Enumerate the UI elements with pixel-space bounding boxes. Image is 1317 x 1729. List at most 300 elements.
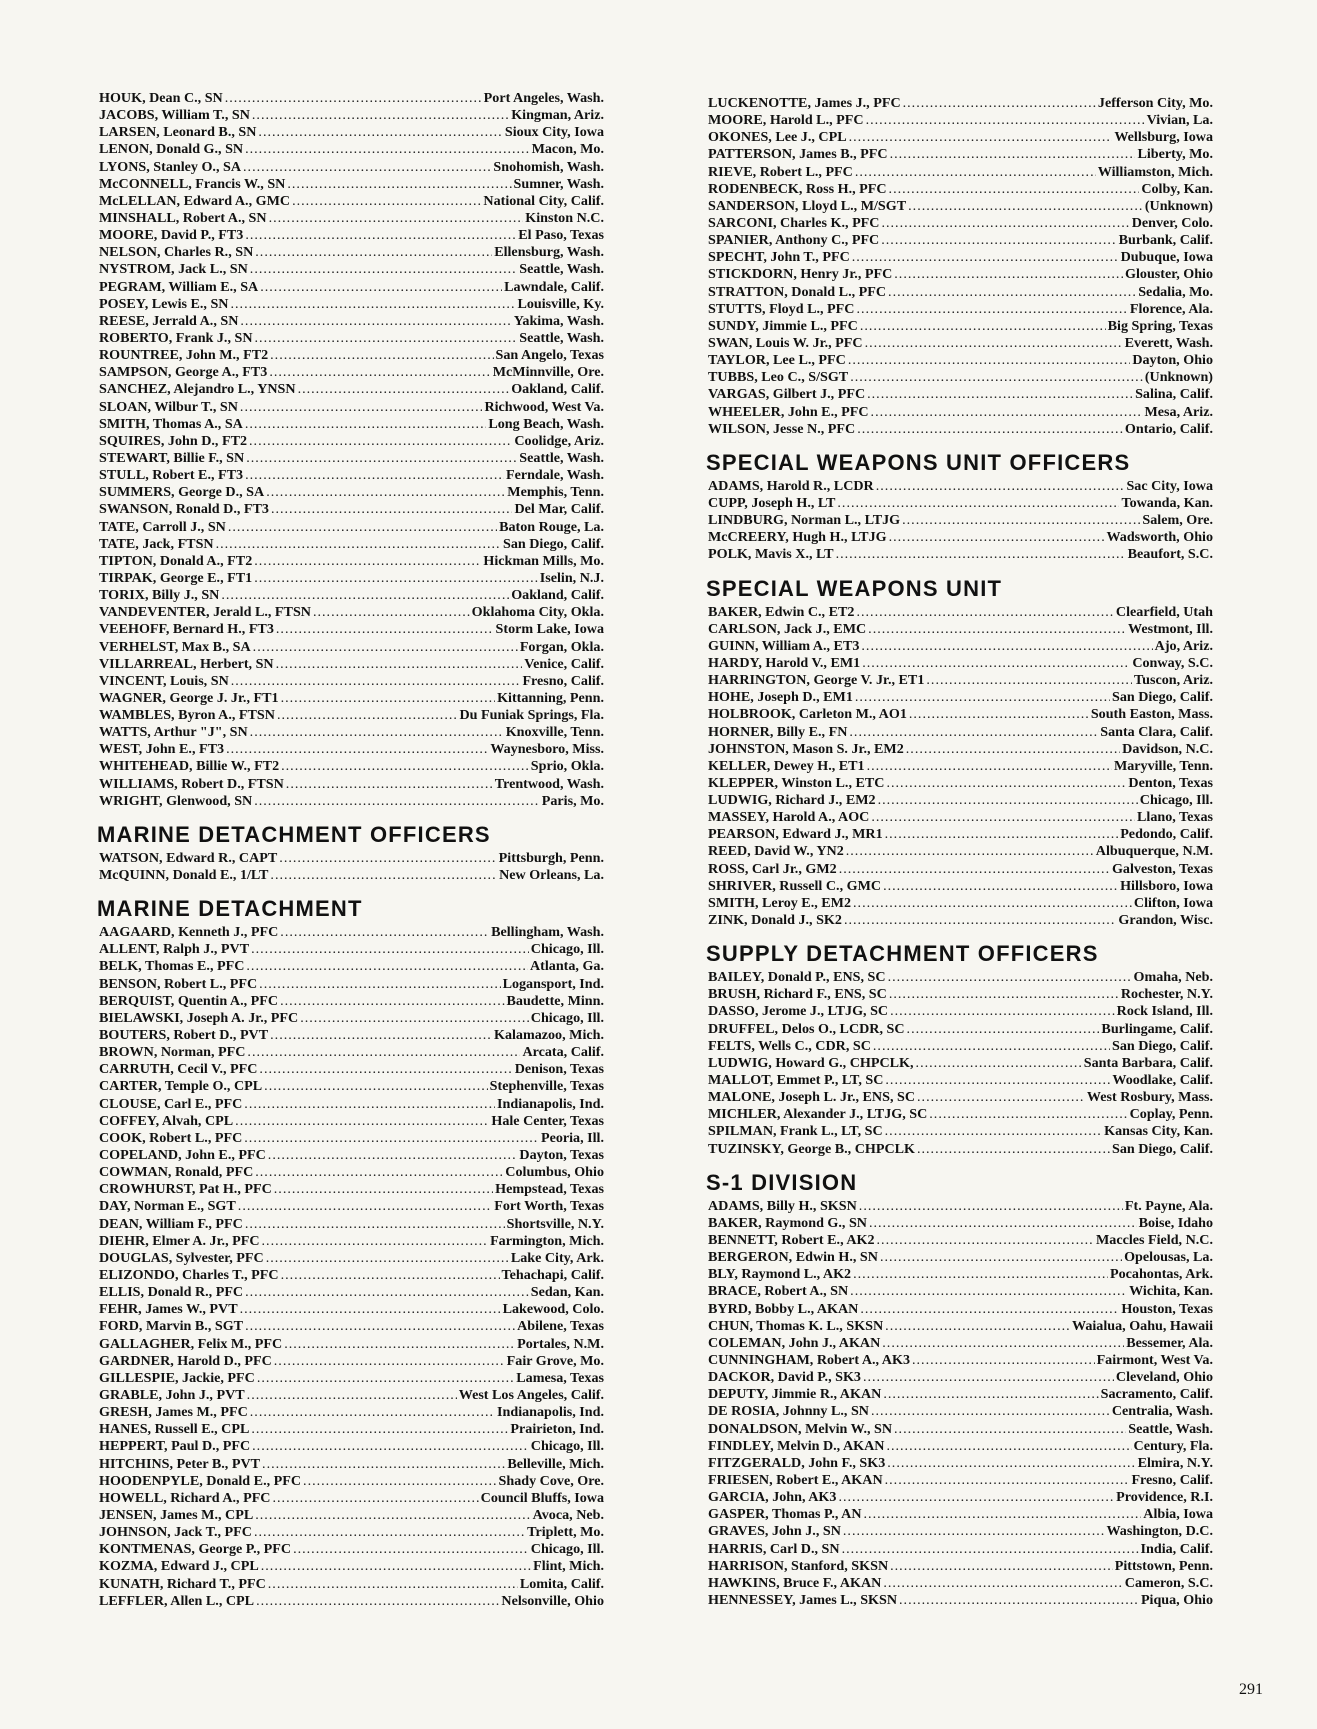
entry-name: TUBBS, Leo C., S/SGT bbox=[708, 369, 849, 386]
entry-hometown: Salina, Calif. bbox=[1135, 386, 1213, 403]
entry-name: PEARSON, Edward J., MR1 bbox=[708, 826, 883, 843]
entry-name: ADAMS, Billy H., SKSN bbox=[708, 1197, 857, 1214]
roster-column-right bbox=[708, 95, 1213, 1609]
entry-hometown: Rock Island, Ill. bbox=[1116, 1003, 1213, 1020]
roster-entry bbox=[99, 570, 604, 587]
entry-hometown: Fresno, Calif. bbox=[1131, 1471, 1213, 1488]
entry-name: OKONES, Lee J., CPL bbox=[708, 129, 847, 146]
roster-entry bbox=[708, 335, 1213, 352]
roster-entry bbox=[708, 1318, 1213, 1335]
entry-hometown: Glouster, Ohio bbox=[1125, 266, 1213, 283]
entry-name: MOORE, David P., FT3 bbox=[99, 227, 244, 244]
dot-leader bbox=[245, 1284, 529, 1301]
entry-hometown: Seattle, Wash. bbox=[519, 261, 604, 278]
dot-leader bbox=[235, 1113, 489, 1130]
entry-hometown: Dayton, Texas bbox=[519, 1147, 604, 1164]
entry-hometown: Ft. Payne, Ala. bbox=[1124, 1197, 1213, 1214]
dot-leader bbox=[252, 107, 509, 124]
entry-name: VEEHOFF, Bernard H., FT3 bbox=[99, 621, 274, 638]
roster-entry bbox=[99, 993, 604, 1010]
dot-leader bbox=[287, 176, 511, 193]
entry-hometown: Waynesboro, Miss. bbox=[490, 741, 604, 758]
dot-leader bbox=[890, 146, 1136, 163]
entry-hometown: Piqua, Ohio bbox=[1140, 1591, 1213, 1608]
dot-leader bbox=[888, 284, 1136, 301]
roster-entry bbox=[99, 467, 604, 484]
entry-hometown: Trentwood, Wash. bbox=[494, 775, 604, 792]
roster-section bbox=[708, 576, 1213, 930]
roster-entry bbox=[708, 638, 1213, 655]
dot-leader bbox=[883, 1386, 1098, 1403]
roster-entry bbox=[708, 792, 1213, 809]
entry-name: DIEHR, Elmer A. Jr., PFC bbox=[99, 1232, 260, 1249]
entry-name: TIPTON, Donald A., FT2 bbox=[99, 552, 253, 569]
dot-leader bbox=[882, 1335, 1124, 1352]
entry-name: TATE, Carroll J., SN bbox=[99, 518, 226, 535]
entry-hometown: Del Mar, Calif. bbox=[514, 501, 604, 518]
entry-name: HARRINGTON, George V. Jr., ET1 bbox=[708, 672, 925, 689]
dot-leader bbox=[880, 1249, 1122, 1266]
entry-hometown: Chicago, Ill. bbox=[530, 1541, 604, 1558]
roster-entry bbox=[708, 758, 1213, 775]
dot-leader bbox=[298, 381, 510, 398]
entry-name: LEFFLER, Allen L., CPL bbox=[99, 1592, 255, 1609]
entry-hometown: Macon, Mo. bbox=[531, 141, 604, 158]
roster-entry bbox=[708, 301, 1213, 318]
roster-entry bbox=[99, 210, 604, 227]
dot-leader bbox=[266, 1250, 509, 1267]
roster-entry bbox=[708, 1072, 1213, 1089]
roster-entry bbox=[99, 1010, 604, 1027]
entry-hometown: Pittsburgh, Penn. bbox=[498, 849, 604, 866]
entry-hometown: Seattle, Wash. bbox=[519, 449, 604, 466]
entry-name: BAKER, Raymond G., SN bbox=[708, 1214, 867, 1231]
roster-entry bbox=[99, 553, 604, 570]
dot-leader bbox=[860, 1301, 1119, 1318]
entry-hometown: Arcata, Calif. bbox=[522, 1044, 604, 1061]
roster-entry bbox=[708, 1198, 1213, 1215]
dot-leader bbox=[862, 655, 1130, 672]
entry-hometown: Century, Fla. bbox=[1133, 1437, 1213, 1454]
entry-hometown: Fair Grove, Mo. bbox=[506, 1352, 604, 1369]
entry-name: McCREERY, Hugh H., LTJG bbox=[708, 529, 887, 546]
entry-name: BENSON, Robert L., PFC bbox=[99, 975, 258, 992]
entry-name: BERQUIST, Quentin A., PFC bbox=[99, 992, 279, 1009]
entry-name: SMITH, Leroy E., EM2 bbox=[708, 894, 852, 911]
roster-entry bbox=[708, 284, 1213, 301]
entry-hometown: National City, Calif. bbox=[483, 192, 604, 209]
entry-name: KLEPPER, Winston L., ETC bbox=[708, 774, 885, 791]
entry-hometown: Sprio, Okla. bbox=[530, 758, 604, 775]
entry-name: CROWHURST, Pat H., PFC bbox=[99, 1181, 272, 1198]
entry-name: GALLAGHER, Felix M., PFC bbox=[99, 1335, 283, 1352]
roster-entry bbox=[708, 1472, 1213, 1489]
roster-entry bbox=[708, 129, 1213, 146]
entry-hometown: (Unknown) bbox=[1144, 197, 1213, 214]
entry-hometown: West Rosbury, Mass. bbox=[1086, 1089, 1213, 1106]
dot-leader bbox=[926, 672, 1132, 689]
entry-name: POSEY, Lewis E., SN bbox=[99, 295, 229, 312]
dot-leader bbox=[885, 1472, 1130, 1489]
entry-hometown: Sac City, Iowa bbox=[1126, 477, 1213, 494]
dot-leader bbox=[859, 1198, 1123, 1215]
entry-name: NYSTROM, Jack L., SN bbox=[99, 261, 248, 278]
dot-leader bbox=[252, 1438, 529, 1455]
entry-hometown: (Unknown) bbox=[1144, 369, 1213, 386]
entry-name: SUMMERS, George D., SA bbox=[99, 484, 265, 501]
entry-name: DONALDSON, Melvin W., SN bbox=[708, 1420, 893, 1437]
roster-entry bbox=[99, 724, 604, 741]
entry-hometown: Providence, R.I. bbox=[1116, 1489, 1213, 1506]
entry-name: COPELAND, John E., PFC bbox=[99, 1147, 266, 1164]
roster-entry bbox=[708, 655, 1213, 672]
roster-entry bbox=[708, 1438, 1213, 1455]
dot-leader bbox=[856, 301, 1127, 318]
roster-entry bbox=[708, 546, 1213, 563]
roster-section bbox=[708, 941, 1213, 1158]
dot-leader bbox=[269, 210, 524, 227]
roster-entry bbox=[708, 1506, 1213, 1523]
roster-entry bbox=[708, 809, 1213, 826]
entry-name: HOWELL, Richard A., PFC bbox=[99, 1489, 271, 1506]
entry-hometown: Oklahoma City, Okla. bbox=[471, 604, 604, 621]
dot-leader bbox=[274, 1353, 505, 1370]
entry-name: WILLIAMS, Robert D., FTSN bbox=[99, 775, 284, 792]
roster-entry bbox=[708, 1421, 1213, 1438]
dot-leader bbox=[246, 958, 528, 975]
dot-leader bbox=[855, 689, 1110, 706]
roster-entry bbox=[708, 1249, 1213, 1266]
entry-name: BOUTERS, Robert D., PVT bbox=[99, 1027, 269, 1044]
entry-name: ELLIS, Donald R., PFC bbox=[99, 1284, 244, 1301]
dot-leader bbox=[270, 1027, 492, 1044]
roster-entry bbox=[708, 878, 1213, 895]
entry-hometown: Pedondo, Calif. bbox=[1120, 826, 1213, 843]
entry-name: VARGAS, Gilbert J., PFC bbox=[708, 386, 866, 403]
entry-name: SLOAN, Wilbur T., SN bbox=[99, 398, 238, 415]
dot-leader bbox=[249, 433, 512, 450]
dot-leader bbox=[270, 867, 497, 884]
roster-entry bbox=[708, 1386, 1213, 1403]
entry-hometown: Fort Worth, Texas bbox=[494, 1198, 604, 1215]
entry-name: JOHNSON, Jack T., PFC bbox=[99, 1524, 252, 1541]
dot-leader bbox=[256, 1593, 499, 1610]
roster-entry bbox=[708, 775, 1213, 792]
roster-entry bbox=[708, 672, 1213, 689]
entry-hometown: Lake City, Ark. bbox=[510, 1249, 604, 1266]
entry-name: BROWN, Norman, PFC bbox=[99, 1044, 246, 1061]
dot-leader bbox=[888, 969, 1132, 986]
entry-name: LARSEN, Leonard B., SN bbox=[99, 124, 257, 141]
roster-entry bbox=[708, 706, 1213, 723]
dot-leader bbox=[836, 546, 1126, 563]
roster-entry bbox=[708, 146, 1213, 163]
dot-leader bbox=[276, 621, 494, 638]
roster-entry bbox=[99, 1353, 604, 1370]
roster-entry bbox=[99, 1524, 604, 1541]
roster-entry bbox=[99, 741, 604, 758]
dot-leader bbox=[850, 369, 1143, 386]
roster-entry bbox=[99, 1078, 604, 1095]
roster-entry bbox=[708, 421, 1213, 438]
entry-hometown: Florence, Ala. bbox=[1129, 300, 1213, 317]
roster-entry bbox=[99, 656, 604, 673]
dot-leader bbox=[899, 1592, 1139, 1609]
entry-hometown: Albuquerque, N.M. bbox=[1095, 843, 1213, 860]
entry-hometown: Albia, Iowa bbox=[1143, 1506, 1213, 1523]
entry-hometown: Triplett, Mo. bbox=[527, 1524, 604, 1541]
roster-entry bbox=[708, 318, 1213, 335]
roster-entry bbox=[708, 1089, 1213, 1106]
roster-entry bbox=[708, 512, 1213, 529]
dot-leader bbox=[908, 198, 1143, 215]
roster-entry bbox=[708, 181, 1213, 198]
entry-hometown: Hale Center, Texas bbox=[491, 1112, 604, 1129]
dot-leader bbox=[250, 724, 504, 741]
dot-leader bbox=[864, 1506, 1142, 1523]
dot-leader bbox=[877, 1232, 1094, 1249]
entry-hometown: Centralia, Wash. bbox=[1111, 1403, 1213, 1420]
entry-hometown: Conway, S.C. bbox=[1132, 654, 1213, 671]
entry-hometown: Du Funiak Springs, Fla. bbox=[459, 707, 604, 724]
entry-hometown: Lomita, Calif. bbox=[519, 1575, 604, 1592]
entry-hometown: Chicago, Ill. bbox=[530, 941, 604, 958]
entry-hometown: Beaufort, S.C. bbox=[1127, 546, 1213, 563]
entry-name: CLOUSE, Carl E., PFC bbox=[99, 1095, 243, 1112]
roster-entry bbox=[708, 478, 1213, 495]
entry-hometown: Memphis, Tenn. bbox=[507, 484, 604, 501]
roster-entry bbox=[99, 1130, 604, 1147]
entry-name: VINCENT, Louis, SN bbox=[99, 672, 229, 689]
entry-hometown: New Orleans, La. bbox=[499, 867, 604, 884]
dot-leader bbox=[871, 404, 1143, 421]
roster-entry bbox=[708, 1215, 1213, 1232]
roster-entry bbox=[708, 1369, 1213, 1386]
dot-leader bbox=[881, 215, 1129, 232]
entry-hometown: Iselin, N.J. bbox=[539, 569, 604, 586]
roster-entry bbox=[99, 450, 604, 467]
entry-name: LUDWIG, Howard G., CHPCLK, bbox=[708, 1054, 914, 1071]
dot-leader bbox=[245, 1216, 505, 1233]
roster-entry bbox=[708, 1055, 1213, 1072]
roster-entry bbox=[99, 536, 604, 553]
dot-leader bbox=[873, 1038, 1110, 1055]
entry-name: STICKDORN, Henry Jr., PFC bbox=[708, 266, 893, 283]
entry-name: REED, David W., YN2 bbox=[708, 843, 844, 860]
entry-name: SAMPSON, George A., FT3 bbox=[99, 364, 268, 381]
entry-name: ROUNTREE, John M., FT2 bbox=[99, 347, 269, 364]
entry-hometown: Richwood, West Va. bbox=[484, 398, 604, 415]
entry-name: REESE, Jerrald A., SN bbox=[99, 312, 239, 329]
entry-hometown: Bessemer, Ala. bbox=[1126, 1334, 1213, 1351]
roster-entry bbox=[99, 141, 604, 158]
dot-leader bbox=[273, 1490, 479, 1507]
dot-leader bbox=[839, 861, 1110, 878]
roster-entry bbox=[99, 604, 604, 621]
entry-hometown: Seattle, Wash. bbox=[1128, 1420, 1213, 1437]
roster-entry bbox=[99, 399, 604, 416]
entry-name: WILSON, Jesse N., PFC bbox=[708, 420, 856, 437]
roster-entry bbox=[708, 266, 1213, 283]
dot-leader bbox=[300, 1010, 529, 1027]
entry-name: COWMAN, Ronald, PFC bbox=[99, 1164, 254, 1181]
roster-entry bbox=[708, 249, 1213, 266]
dot-leader bbox=[261, 1558, 531, 1575]
roster-entry bbox=[708, 1003, 1213, 1020]
section-heading: S-1 DIVISION bbox=[706, 1169, 858, 1195]
roster-entry bbox=[99, 1404, 604, 1421]
entry-hometown: Clifton, Iowa bbox=[1133, 894, 1213, 911]
dot-leader bbox=[245, 1318, 515, 1335]
entry-hometown: Salem, Ore. bbox=[1142, 512, 1213, 529]
entry-hometown: Wadsworth, Ohio bbox=[1106, 529, 1213, 546]
roster-entry bbox=[99, 793, 604, 810]
dot-leader bbox=[889, 181, 1140, 198]
entry-hometown: Sumner, Wash. bbox=[513, 175, 604, 192]
dot-leader bbox=[253, 639, 518, 656]
entry-name: WAGNER, George J. Jr., FT1 bbox=[99, 689, 279, 706]
entry-name: BRUSH, Richard F., ENS, SC bbox=[708, 986, 887, 1003]
page-number: 291 bbox=[1239, 1681, 1263, 1698]
entry-hometown: Houston, Texas bbox=[1121, 1300, 1213, 1317]
entry-hometown: Omaha, Neb. bbox=[1133, 969, 1213, 986]
dot-leader bbox=[271, 501, 513, 518]
dot-leader bbox=[260, 279, 502, 296]
roster-entry bbox=[708, 604, 1213, 621]
entry-hometown: Stephenville, Texas bbox=[489, 1078, 604, 1095]
entry-hometown: Prairieton, Ind. bbox=[510, 1421, 604, 1438]
entry-hometown: Maccles Field, N.C. bbox=[1095, 1232, 1213, 1249]
entry-name: GRESH, James M., PFC bbox=[99, 1404, 248, 1421]
roster-entry bbox=[708, 164, 1213, 181]
roster-entry bbox=[99, 313, 604, 330]
dot-leader bbox=[903, 95, 1096, 112]
roster-entry bbox=[99, 776, 604, 793]
dot-leader bbox=[264, 1078, 487, 1095]
entry-name: FRIESEN, Robert E., AKAN bbox=[708, 1471, 883, 1488]
dot-leader bbox=[250, 261, 518, 278]
entry-name: CHUN, Thomas K. L., SKSN bbox=[708, 1317, 884, 1334]
entry-hometown: Flint, Mich. bbox=[533, 1558, 604, 1575]
roster-entry bbox=[708, 112, 1213, 129]
dot-leader bbox=[262, 1233, 489, 1250]
entry-hometown: Ferndale, Wash. bbox=[505, 467, 604, 484]
dot-leader bbox=[226, 741, 488, 758]
roster-entry bbox=[708, 352, 1213, 369]
roster-entry bbox=[708, 232, 1213, 249]
entry-name: LUDWIG, Richard J., EM2 bbox=[708, 792, 876, 809]
roster-entry bbox=[708, 495, 1213, 512]
roster-entry bbox=[99, 1473, 604, 1490]
dot-leader bbox=[881, 232, 1116, 249]
entry-name: FORD, Marvin B., SGT bbox=[99, 1318, 244, 1335]
roster-entry bbox=[708, 1592, 1213, 1609]
entry-hometown: Denton, Texas bbox=[1128, 774, 1213, 791]
entry-hometown: Everett, Wash. bbox=[1124, 334, 1213, 351]
entry-hometown: Storm Lake, Iowa bbox=[495, 621, 604, 638]
dot-leader bbox=[303, 1473, 497, 1490]
roster-entry bbox=[708, 1489, 1213, 1506]
entry-name: RIEVE, Robert L., PFC bbox=[708, 163, 853, 180]
roster-section bbox=[99, 896, 604, 1610]
dot-leader bbox=[889, 986, 1119, 1003]
entry-hometown: Burlingame, Calif. bbox=[1101, 1020, 1213, 1037]
entry-name: HOODENPYLE, Donald E., PFC bbox=[99, 1472, 302, 1489]
dot-leader bbox=[856, 604, 1113, 621]
entry-name: SANDERSON, Lloyd L., M/SGT bbox=[708, 197, 907, 214]
dot-leader bbox=[255, 330, 518, 347]
entry-name: ELIZONDO, Charles T., PFC bbox=[99, 1267, 279, 1283]
dot-leader bbox=[245, 227, 516, 244]
dot-leader bbox=[853, 1266, 1108, 1283]
entry-name: MALONE, Joseph L. Jr., ENS, SC bbox=[708, 1089, 916, 1106]
entry-name: GASPER, Thomas P., AN bbox=[708, 1506, 862, 1523]
entry-hometown: Louisville, Ky. bbox=[517, 295, 604, 312]
dot-leader bbox=[886, 775, 1126, 792]
entry-hometown: Kittanning, Penn. bbox=[497, 689, 604, 706]
roster-entry bbox=[99, 587, 604, 604]
dot-leader bbox=[281, 1267, 500, 1284]
entry-name: McQUINN, Donald E., 1/LT bbox=[99, 867, 269, 884]
dot-leader bbox=[883, 878, 1118, 895]
entry-name: MALLOT, Emmet P., LT, SC bbox=[708, 1072, 884, 1089]
entry-hometown: Paris, Mo. bbox=[541, 792, 604, 809]
roster-entry bbox=[708, 369, 1213, 386]
roster-entry bbox=[99, 850, 604, 867]
roster-column-left bbox=[99, 90, 604, 1610]
dot-leader bbox=[878, 792, 1138, 809]
roster-entry bbox=[708, 529, 1213, 546]
entry-name: NELSON, Charles R., SN bbox=[99, 244, 254, 261]
dot-leader bbox=[313, 604, 470, 621]
entry-hometown: Mesa, Ariz. bbox=[1144, 403, 1213, 420]
dot-leader bbox=[917, 1141, 1110, 1158]
dot-leader bbox=[848, 352, 1131, 369]
entry-hometown: San Diego, Calif. bbox=[1111, 1037, 1213, 1054]
dot-leader bbox=[853, 895, 1132, 912]
entry-name: MOORE, Harold L., PFC bbox=[708, 112, 864, 129]
dot-leader bbox=[280, 993, 504, 1010]
dot-leader bbox=[244, 1130, 539, 1147]
entry-hometown: Westmont, Ill. bbox=[1128, 620, 1213, 637]
roster-entry bbox=[99, 1147, 604, 1164]
dot-leader bbox=[842, 1541, 1139, 1558]
entry-hometown: Wellsburg, Iowa bbox=[1114, 129, 1213, 146]
entry-hometown: Colby, Kan. bbox=[1141, 180, 1213, 197]
dot-leader bbox=[867, 386, 1133, 403]
roster-entry bbox=[708, 1021, 1213, 1038]
entry-name: FEHR, James W., PVT bbox=[99, 1301, 238, 1318]
roster-entry bbox=[99, 1370, 604, 1387]
dot-leader bbox=[251, 941, 529, 958]
entry-hometown: Rochester, N.Y. bbox=[1120, 986, 1213, 1003]
dot-leader bbox=[281, 690, 496, 707]
entry-name: MICHLER, Alexander J., LTJG, SC bbox=[708, 1106, 928, 1123]
entry-name: GILLESPIE, Jackie, PFC bbox=[99, 1369, 255, 1386]
roster-entry bbox=[708, 1283, 1213, 1300]
dot-leader bbox=[867, 758, 1112, 775]
entry-name: HOUK, Dean C., SN bbox=[99, 90, 223, 106]
entry-hometown: Clearfield, Utah bbox=[1115, 603, 1213, 620]
entry-hometown: Dubuque, Iowa bbox=[1120, 249, 1213, 266]
entry-hometown: Coplay, Penn. bbox=[1129, 1106, 1213, 1123]
entry-name: KONTMENAS, George P., PFC bbox=[99, 1541, 292, 1558]
entry-hometown: Llano, Texas bbox=[1137, 809, 1213, 826]
entry-hometown: Abilene, Texas bbox=[517, 1318, 604, 1335]
entry-name: GUINN, William A., ET3 bbox=[708, 637, 860, 654]
entry-hometown: Oakland, Calif. bbox=[511, 381, 604, 398]
roster-entry bbox=[99, 1027, 604, 1044]
